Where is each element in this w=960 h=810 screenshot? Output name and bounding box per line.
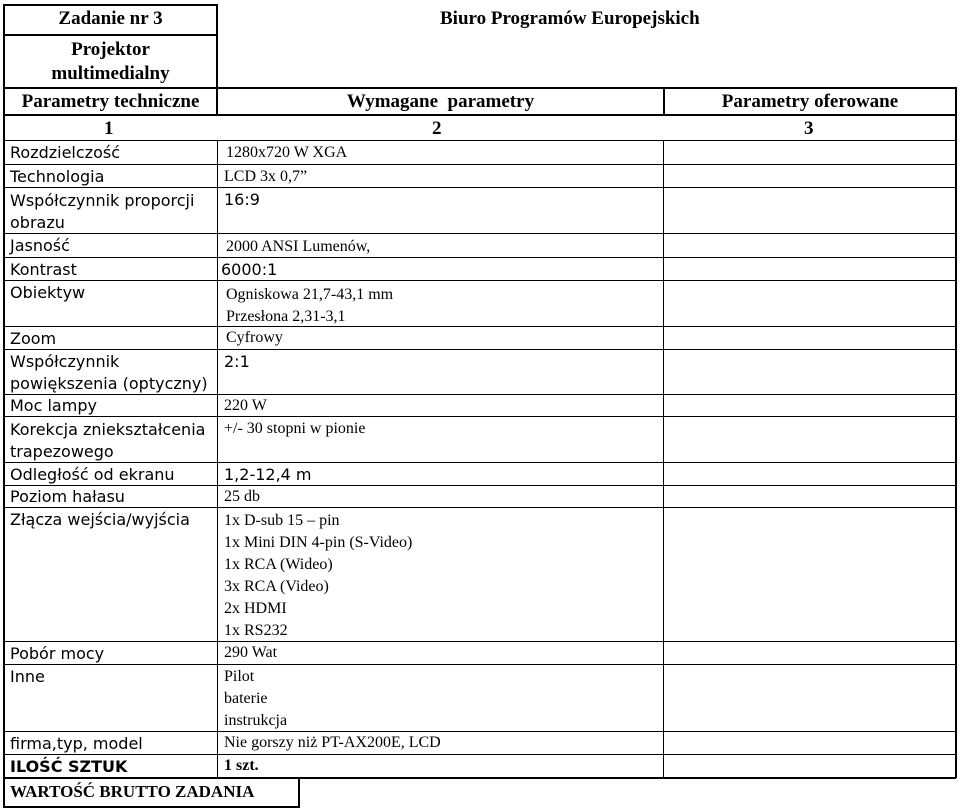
value-other xyxy=(224,666,287,732)
param-keystone xyxy=(10,419,205,463)
param-screen-distance: Odległość od ekranu xyxy=(10,465,175,484)
value-zoom: Cyfrowy xyxy=(226,329,283,346)
item-name-line: Projektor xyxy=(71,39,150,60)
total-gross-value-label: WARTOŚĆ BRUTTO ZADANIA xyxy=(10,782,255,801)
value-line: Pilot xyxy=(224,668,255,685)
column-header-offered: Parametry oferowane xyxy=(721,91,899,112)
param-zoom: Zoom xyxy=(10,329,57,348)
value-aspect-ratio: 16:9 xyxy=(224,190,260,209)
value-connectors xyxy=(224,510,412,642)
param-connectors: Złącza wejścia/wyjścia xyxy=(10,510,190,529)
value-line: 1x RS232 xyxy=(224,622,288,639)
value-resolution: 1280x720 W XGA xyxy=(226,144,348,161)
value-noise-level: 25 db xyxy=(224,488,260,505)
param-other: Inne xyxy=(10,667,45,686)
param-line: Korekcja zniekształcenia xyxy=(10,420,206,439)
value-line: 2x HDMI xyxy=(224,600,287,617)
value-keystone: +/- 30 stopni w pionie xyxy=(224,420,366,437)
param-aspect-ratio xyxy=(10,190,194,234)
value-brand-model: Nie gorszy niż PT-AX200E, LCD xyxy=(224,734,441,751)
param-noise-level: Poziom hałasu xyxy=(10,487,125,506)
param-brightness: Jasność xyxy=(10,236,70,255)
value-line: 1x Mini DIN 4-pin (S-Video) xyxy=(224,534,413,551)
item-name-line: multimedialny xyxy=(51,63,170,84)
param-contrast: Kontrast xyxy=(10,260,77,279)
column-header-tech: Parametry techniczne xyxy=(21,91,200,112)
param-lens: Obiektyw xyxy=(10,283,86,302)
column-number-3: 3 xyxy=(804,118,814,139)
value-optical-zoom: 2:1 xyxy=(224,352,250,371)
office-name: Biuro Programów Europejskich xyxy=(440,8,700,29)
value-line: baterie xyxy=(224,690,268,707)
value-lens xyxy=(226,284,393,328)
value-power-consumption: 290 Wat xyxy=(224,644,278,661)
param-line: Współczynnik xyxy=(10,352,120,371)
value-line: Ogniskowa 21,7-43,1 mm xyxy=(226,286,394,303)
param-quantity: ILOŚĆ SZTUK xyxy=(10,757,128,776)
task-label: Zadanie nr 3 xyxy=(58,8,163,29)
value-line: 1x D-sub 15 – pin xyxy=(224,512,340,529)
param-brand-model: firma,typ, model xyxy=(10,734,143,753)
param-line: trapezowego xyxy=(10,442,114,461)
value-technology: LCD 3x 0,7” xyxy=(224,168,308,185)
param-resolution: Rozdzielczość xyxy=(10,143,120,162)
param-technology: Technologia xyxy=(10,167,105,186)
column-number-2: 2 xyxy=(432,118,442,139)
param-power-consumption: Pobór mocy xyxy=(10,644,105,663)
value-lamp-power: 220 W xyxy=(224,397,267,414)
value-line: instrukcja xyxy=(224,712,288,729)
value-line: 3x RCA (Video) xyxy=(224,578,329,595)
param-line: powiększenia (optyczny) xyxy=(10,374,208,393)
param-optical-zoom xyxy=(10,351,208,395)
param-line: Współczynnik proporcji xyxy=(10,191,195,210)
value-line: Przesłona 2,31-3,1 xyxy=(226,308,346,325)
param-lamp-power: Moc lampy xyxy=(10,396,97,415)
column-header-required: Wymagane parametry xyxy=(346,91,535,112)
value-contrast: 6000:1 xyxy=(221,260,278,279)
param-line: obrazu xyxy=(10,213,65,232)
column-number-1: 1 xyxy=(104,118,114,139)
value-screen-distance: 1,2-12,4 m xyxy=(224,465,312,484)
value-brightness: 2000 ANSI Lumenów, xyxy=(226,238,371,255)
value-line: 1x RCA (Wideo) xyxy=(224,556,333,573)
value-quantity: 1 szt. xyxy=(224,757,259,774)
item-name xyxy=(5,38,216,86)
